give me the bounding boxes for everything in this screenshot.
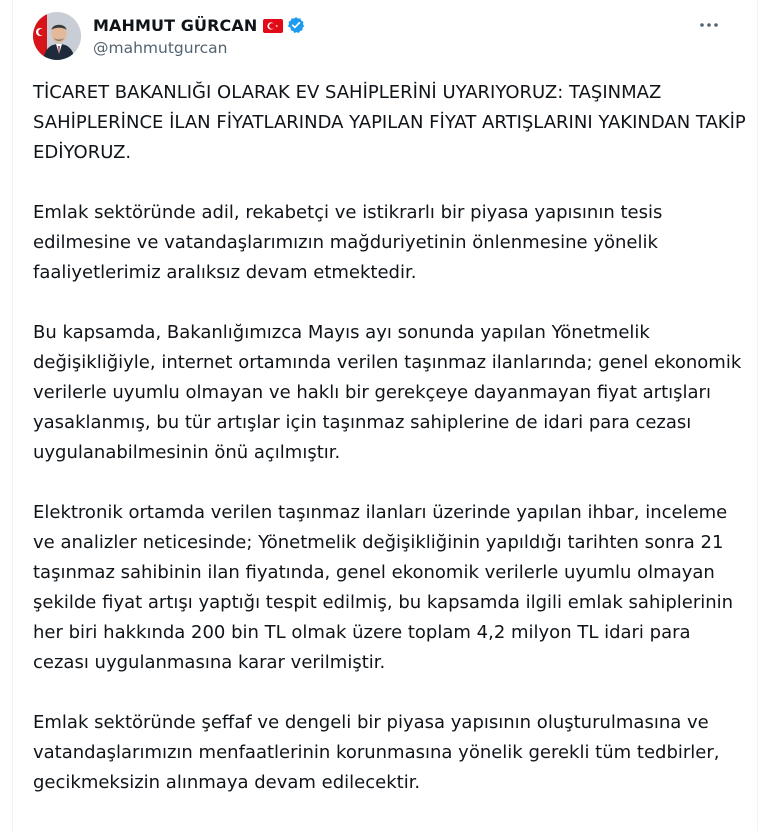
turkey-flag-icon (263, 18, 283, 32)
tweet-paragraph-3: Bu kapsamda, Bakanlığımızca Mayıs ayı sonunda yapılan Yönetmelik değişikliğiyle, internet ortamında verilen taşınmaz ilanlarında; genel ekonomik verilerle uyumlu olmayan ve haklı bir gerekçeye dayanmayan fiyat artışları yasaklanmış, bu tür artışlar için taşınmaz sahiplerine de idari para cezası uygulanabilmesinin önü açılmıştır. (33, 322, 742, 463)
tweet-paragraph-4: Elektronik ortamda verilen taşınmaz ilanları üzerinde yapılan ihbar, inceleme ve analizler neticesinde; Yönetmelik değişikliğinin yapıldığı tarihten sonra 21 taşınmaz sahibinin ilan fiyatında, genel ekonomik verilerle uyumlu olmayan şekilde fiyat artışı yaptığı tespit edilmiş, bu kapsamda ilgili emlak sahiplerinin her biri hakkında 200 bin TL olmak üzere toplam 4,2 milyon TL idari para cezası uygulanmasına karar verilmiştir. (33, 502, 734, 673)
avatar-image (33, 12, 81, 60)
more-horizontal-icon (699, 22, 719, 28)
tweet-paragraph-1: TİCARET BAKANLIĞI OLARAK EV SAHİPLERİNİ UYARIYORUZ: TAŞINMAZ SAHİPLERİNCE İLAN FİYATLARINDA YAPILAN FİYAT ARTIŞLARINI YAKINDAN TAKİP EDİYORUZ. (33, 82, 746, 163)
tweet-header (33, 12, 733, 62)
author-names (93, 14, 305, 57)
avatar[interactable] (33, 12, 81, 60)
name-row (93, 14, 305, 36)
tweet-card (12, 0, 758, 831)
tweet-paragraph-2: Emlak sektöründe adil, rekabetçi ve istikrarlı bir piyasa yapısının tesis edilmesine ve vatandaşlarımızın mağduriyetinin önlenmesine yönelik faaliyetlerimiz aralıksız devam etmektedir. (33, 202, 663, 283)
display-name[interactable]: MAHMUT GÜRCAN (93, 15, 258, 35)
more-options-button[interactable] (695, 14, 723, 36)
tweet-text (33, 78, 748, 828)
tweet-paragraph-5: Emlak sektöründe şeffaf ve dengeli bir piyasa yapısının oluşturulmasına ve vatandaşlarımızın menfaatlerinin korunmasına yönelik gerekli tüm tedbirler, gecikmeksizin alınmaya devam edilecektir. (33, 712, 720, 793)
author-handle[interactable]: @mahmutgurcan (93, 39, 228, 57)
verified-badge-icon (287, 16, 305, 34)
